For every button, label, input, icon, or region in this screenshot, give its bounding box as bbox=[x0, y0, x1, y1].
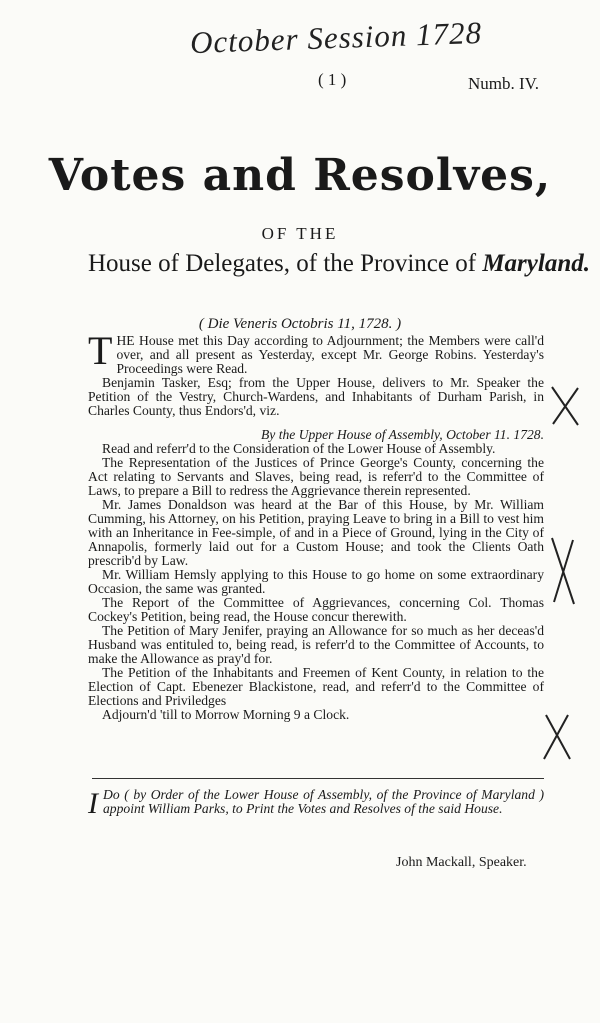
paragraph: THE House met this Day according to Adjournment; the Members were call'd over, and all present as Yesterday, except Mr. George Robins. Yesterday's Proceedings were Read. bbox=[88, 328, 544, 376]
drop-cap: T bbox=[88, 328, 113, 373]
house-line bbox=[88, 250, 590, 278]
margin-x-mark-icon bbox=[546, 536, 580, 606]
signature: John Mackall, Speaker. bbox=[396, 855, 527, 870]
session-date: ( Die Veneris Octobris 11, 1728. ) bbox=[198, 316, 402, 332]
paragraph: Mr. James Donaldson was heard at the Bar of this House, by Mr. William Cumming, his Attorney, on his Petition, praying Leave to bring in a Bill to vest him with an Inheritance in Fee-simple, of and in a Piece of Ground, lying in the City of Annapolis, formerly laid out for a Custom House; and took the Clients Oath prescrib'd by Law. bbox=[88, 497, 544, 568]
printing-order: I Do ( by Order of the Lower House of Assembly, of the Province of Maryland ) appoint William Parks, to Print the Votes and Resolves of the said House. bbox=[88, 787, 544, 820]
margin-x-mark-icon bbox=[548, 384, 582, 428]
paragraph: Read and referr'd to the Consideration of the Lower House of Assembly. bbox=[102, 441, 496, 456]
margin-x-mark-icon bbox=[540, 712, 574, 762]
issue-number: Numb. IV. bbox=[468, 74, 539, 93]
paragraph: The Representation of the Justices of Prince George's County, concerning the Act relating to Servants and Slaves, being read, is referr'd to the Committee of Laws, to prepare a Bill to redress the Aggrievance therein represented. bbox=[88, 455, 544, 498]
house-line-place: Maryland. bbox=[482, 250, 590, 277]
paragraph: The Petition of Mary Jenifer, praying an Allowance for so much as her deceas'd Husband was entituled to, being read, is referr'd to the Committee of Accounts, to make the Allowance as pray'd for. bbox=[88, 623, 544, 666]
drop-cap: I bbox=[88, 787, 98, 820]
document-title: Votes and Resolves, bbox=[48, 150, 552, 201]
paragraph: Mr. William Hemsly applying to this House to go home on some extraordinary Occasion, the same was granted. bbox=[88, 567, 544, 596]
endorsement: By the Upper House of Assembly, October 11. 1728. bbox=[260, 427, 544, 442]
proceedings-body bbox=[88, 328, 544, 722]
page-number: ( 1 ) bbox=[318, 70, 347, 89]
house-line-text: House of Delegates, of the Province of bbox=[88, 250, 477, 277]
paragraph: Adjourn'd 'till to Morrow Morning 9 a Clock. bbox=[102, 707, 350, 722]
divider bbox=[92, 778, 544, 779]
handwritten-annotation: October Session 1728 bbox=[189, 14, 483, 61]
paragraph: The Report of the Committee of Aggrievances, concerning Col. Thomas Cockey's Petition, being read, the House concur therewith. bbox=[88, 595, 544, 624]
paragraph: The Petition of the Inhabitants and Freemen of Kent County, in relation to the Election of Capt. Ebenezer Blackistone, read, and referr'd to the Committee of Elections and Priviledges bbox=[88, 665, 544, 708]
paragraph: Benjamin Tasker, Esq; from the Upper House, delivers to Mr. Speaker the Petition of the Vestry, Church-Wardens, and Inhabitants of Durham Parish, in Charles County, thus Endors'd, viz. bbox=[88, 375, 544, 418]
subtitle: OF THE bbox=[261, 224, 339, 243]
